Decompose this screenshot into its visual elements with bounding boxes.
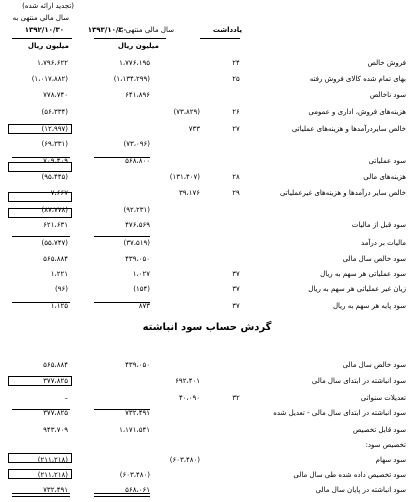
row-label: سود عملیاتی هر سهم به ریال <box>320 270 406 278</box>
row-label: سود پایه هر سهم به ریال <box>332 302 406 310</box>
row-note: ۲۶ <box>232 108 240 116</box>
row-current-amount: ۷۳۲،۴۹۱ <box>125 409 150 417</box>
row-previous-amount: (۹۶) <box>55 285 68 293</box>
curr-year-label: سال مالی منتهی به <box>117 26 174 34</box>
row-label: تعدیلات سنواتی <box>360 394 406 402</box>
curr-header-rule <box>94 38 166 39</box>
row-label: سود تخصیص داده شده طی سال مالی <box>293 471 406 479</box>
row-current-amount: (۱۵۴) <box>133 285 150 293</box>
rule-4 <box>94 236 150 237</box>
row-label: خالص سایردرآمدها و هزینه‌های عملیاتی <box>291 125 406 133</box>
row-note: ۲۹ <box>232 189 240 197</box>
rule-5 <box>12 302 70 303</box>
row-label: سود قبل از مالیات <box>351 221 406 229</box>
curr-unit: میلیون ریال <box>117 42 159 50</box>
row-label: سود عملیاتی <box>368 157 406 165</box>
curr-date: ۱۳۹۳/۱۰/۳۰ <box>87 26 127 34</box>
row-label: سود ناخالص <box>369 91 406 99</box>
rule-1 <box>12 157 70 158</box>
rule-11 <box>94 493 150 494</box>
box-opening-retained <box>8 376 72 386</box>
row-note: ۳۷ <box>232 302 240 310</box>
row-previous-amount: (۸۷،۷۷۸) <box>41 206 68 214</box>
row-label: زیان غیر عملیاتی هر سهم به ریال <box>308 285 406 293</box>
row-label: بهای تمام شده کالای فروش رفته <box>309 75 406 83</box>
row-previous-amount: (۱،۰۱۷،۸۸۲) <box>31 75 68 83</box>
row-previous-amount: ۱،۱۲۵ <box>50 302 68 310</box>
row-inner-amount: ۶۹۲،۴۰۱ <box>175 377 200 385</box>
row-current-amount: (۷۳،۰۹۶) <box>123 140 150 148</box>
box-other-nonop <box>8 208 72 218</box>
row-label: فروش خالص <box>367 59 406 67</box>
row-previous-amount: (۶۹،۳۳۱) <box>41 140 68 148</box>
note-header-rule <box>200 38 240 39</box>
row-note: ۲۷ <box>232 125 240 133</box>
row-inner-amount: ۴۰،۰۹۰ <box>178 394 200 402</box>
row-previous-amount: ۹۴۳،۷۰۹ <box>43 426 68 434</box>
row-current-amount: ۴۷۶،۵۶۹ <box>125 221 150 229</box>
rule-7 <box>12 409 70 410</box>
row-previous-amount: ۵۶۵،۸۸۴ <box>43 361 68 369</box>
rule-12 <box>94 496 150 497</box>
prev-unit: میلیون ریال <box>27 42 69 50</box>
row-previous-amount: (۵۶،۳۳۴) <box>41 108 68 116</box>
prev-year-label: سال مالی منتهی به <box>12 14 69 22</box>
row-current-amount: (۳۷،۵۱۹) <box>123 239 150 247</box>
row-inner-amount: ۳۹،۱۷۶ <box>178 189 200 197</box>
row-previous-amount: ۷۰۹،۴۰۹ <box>43 157 68 165</box>
row-inner-amount: (۶۰۳،۴۸۰) <box>169 456 200 464</box>
row-previous-amount: ۳۷۷،۸۲۵ <box>43 409 68 417</box>
row-label: سود قابل تخصیص <box>352 426 406 434</box>
box-selling-expenses <box>8 124 72 134</box>
prev-header-rule <box>12 38 72 39</box>
row-note: ۳۷ <box>232 270 240 278</box>
row-previous-amount: ۵۶۵،۸۸۴ <box>43 255 68 263</box>
row-current-amount: ۵۶۸،۰۶۱ <box>125 486 150 494</box>
row-label: مالیات بر درآمد <box>361 239 406 247</box>
row-current-amount: ۴۳۹،۰۵۰ <box>125 255 150 263</box>
row-note: ۲۵ <box>232 75 240 83</box>
rule-3 <box>12 236 70 237</box>
row-note: ۲۸ <box>232 173 240 181</box>
retained-title: گردش حساب سود انباشته <box>142 322 272 333</box>
row-previous-amount: ۷۷۸،۷۴۰ <box>43 91 68 99</box>
row-current-amount: ۱،۷۷۶،۱۹۵ <box>119 59 150 67</box>
row-current-amount: ۴۳۹،۰۵۰ <box>125 361 150 369</box>
rule-8 <box>94 409 150 410</box>
row-inner-amount: (۱۳۱،۴۰۷) <box>169 173 200 181</box>
box-finance-costs <box>8 189 72 202</box>
rule-2 <box>94 157 150 158</box>
row-previous-amount: ۱،۷۹۶،۶۲۲ <box>37 59 68 67</box>
row-previous-amount: (۲۱۱،۲۱۸) <box>37 456 68 464</box>
row-previous-amount: ۳۷۷،۸۲۵ <box>43 377 68 385</box>
box-allocated <box>8 469 72 479</box>
rule-6 <box>94 302 150 303</box>
row-label: سود انباشته در ابتدای سال مالی - تعدیل شده <box>273 409 406 417</box>
note-column-header: یادداشت <box>212 26 242 34</box>
prev-date: ۱۳۹۲/۱۰/۳۰ <box>24 26 64 34</box>
row-label: هزینه‌های مالی <box>363 173 406 181</box>
row-previous-amount: (۱۲،۹۹۷) <box>41 125 68 133</box>
box-dividends <box>8 453 72 463</box>
row-current-amount: ۵۶۸،۸۰۰ <box>125 157 150 165</box>
row-label: سود سهام <box>375 456 406 464</box>
row-current-amount: ۱،۰۲۷ <box>132 270 150 278</box>
row-current-amount: (۶۰۳،۴۸۰) <box>119 471 150 479</box>
row-current-amount: (۱،۱۳۴،۲۹۹) <box>113 75 150 83</box>
row-previous-amount: (۲۱۱،۲۱۸) <box>37 471 68 479</box>
rule-9 <box>12 493 70 494</box>
row-previous-amount: ۱،۲۲۱ <box>50 270 68 278</box>
row-previous-amount: (۵۵،۷۴۷) <box>41 239 68 247</box>
row-current-amount: ۸۷۳ <box>138 302 150 310</box>
row-previous-amount: – <box>64 394 68 402</box>
row-previous-amount: ۷۳۲،۴۹۱ <box>43 486 68 494</box>
row-note: ۳۷ <box>232 285 240 293</box>
row-note: ۳۲ <box>232 394 240 402</box>
row-label: سود انباشته در ابتدای سال مالی <box>311 377 406 385</box>
row-inner-amount: ۷۳۳ <box>188 125 200 133</box>
row-label: خالص سایر درآمدها و هزینه‌های غیرعملیاتی <box>279 189 406 197</box>
box-operating-total <box>8 162 72 172</box>
row-note: ۲۴ <box>232 59 240 67</box>
row-inner-amount: (۷۳،۸۲۹) <box>173 108 200 116</box>
row-label: تخصیص سود: <box>365 441 406 449</box>
row-label: سود انباشته در پایان سال مالی <box>315 486 406 494</box>
row-label: سود خالص سال مالی <box>342 361 406 369</box>
rule-10 <box>12 496 70 497</box>
row-label: هزینه‌های فروش، اداری و عمومی <box>308 108 406 116</box>
row-previous-amount: ۶۲۱،۶۳۱ <box>43 221 68 229</box>
prev-restated-label: (تجدید ارائه شده) <box>22 2 74 10</box>
row-label: سود خالص سال مالی <box>342 255 406 263</box>
row-previous-amount: ۷،۶۶۷ <box>50 189 68 197</box>
row-current-amount: ۱،۱۷۱،۵۴۱ <box>119 426 150 434</box>
row-previous-amount: (۹۵،۴۴۵) <box>41 173 68 181</box>
row-current-amount: ۶۴۱،۸۹۶ <box>125 91 150 99</box>
row-current-amount: (۹۲،۲۳۱) <box>123 206 150 214</box>
